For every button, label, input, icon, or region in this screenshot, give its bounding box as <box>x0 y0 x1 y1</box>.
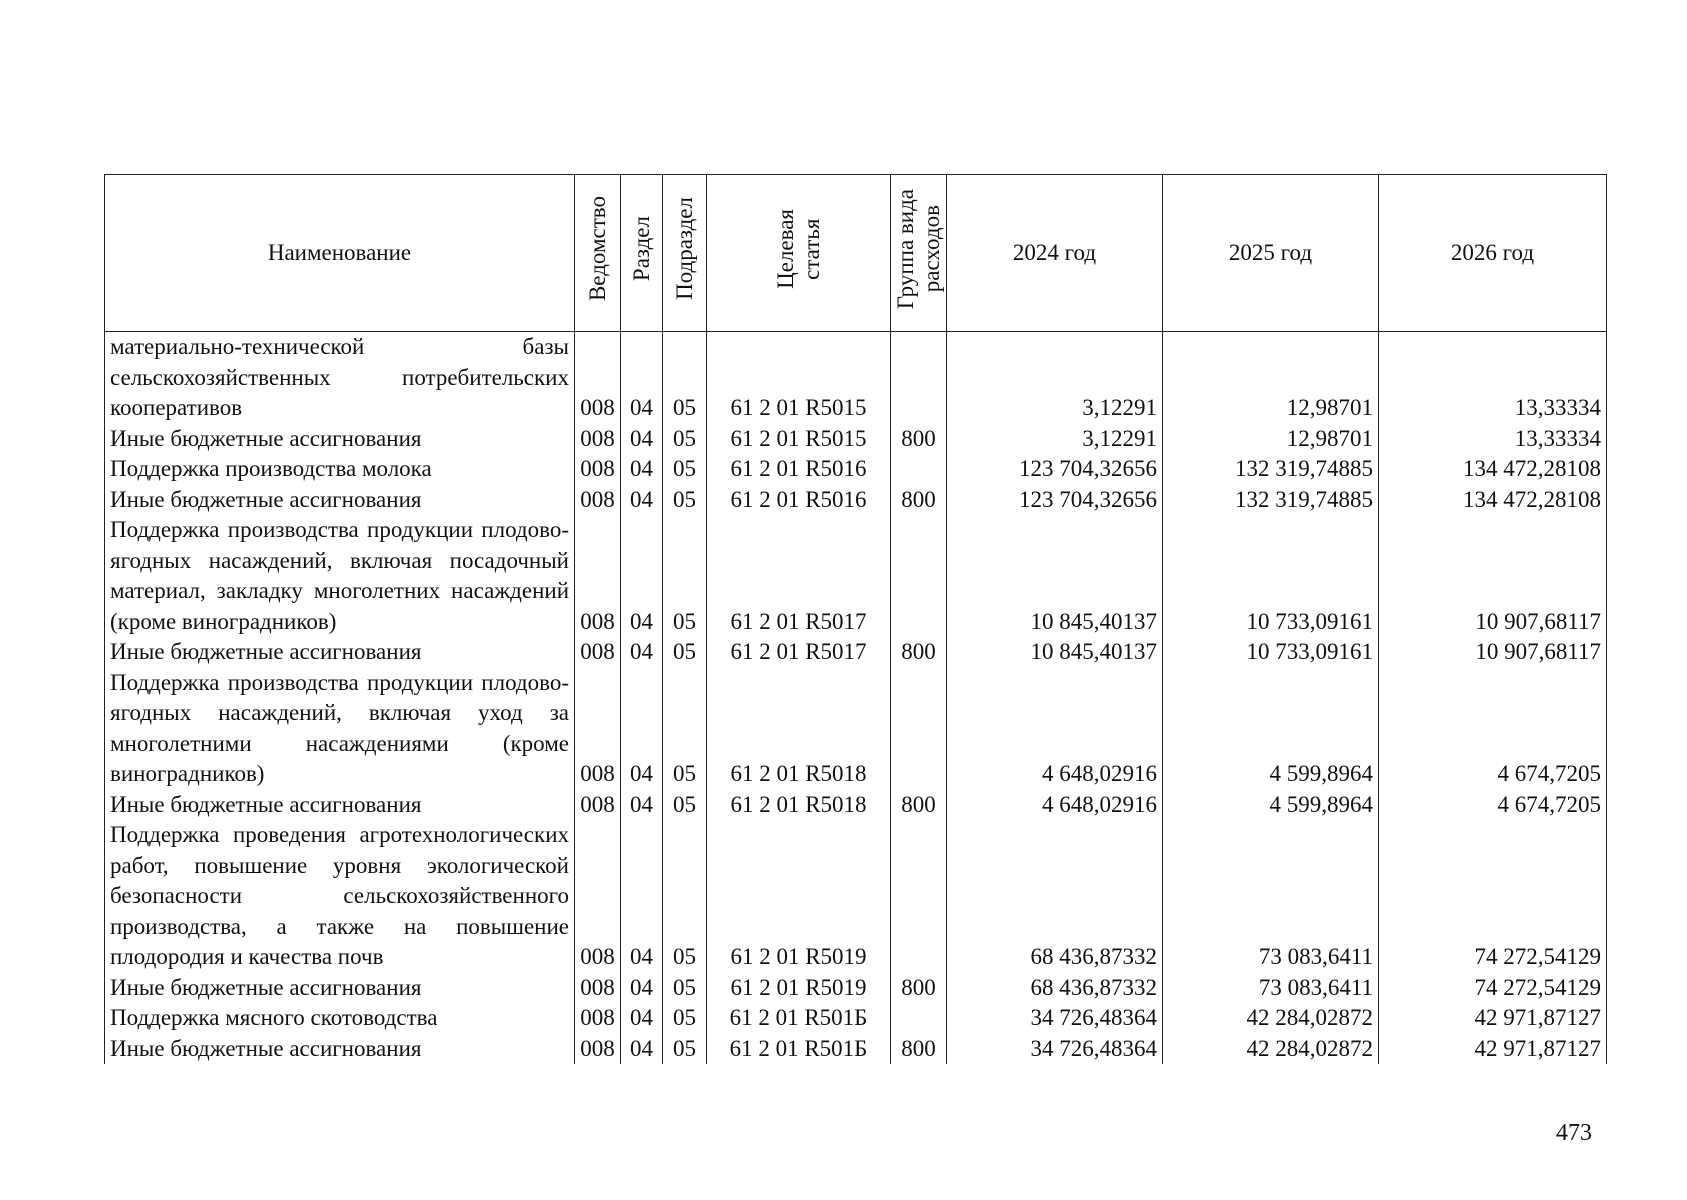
table-row <box>105 668 1607 790</box>
row-name: Поддержка производства молока <box>105 454 575 485</box>
header-expense-group: Группа вида расходов <box>891 175 947 332</box>
table-row <box>105 332 1607 424</box>
row-subsection: 05 <box>663 485 707 516</box>
row-2025: 73 083,6411 <box>1163 973 1379 1004</box>
row-name: Поддержка производства продукции плодово-ягодных насаждений, включая уход за многолетними насаждениями (кроме виноградников) <box>105 668 575 790</box>
header-section: Раздел <box>621 175 663 332</box>
page-number: 473 <box>1556 1120 1592 1146</box>
row-name: Поддержка мясного скотоводства <box>105 1003 575 1034</box>
row-ministry: 008 <box>575 424 621 455</box>
table-row <box>105 820 1607 973</box>
row-target: 61 2 01 R5018 <box>707 668 891 790</box>
table-row <box>105 515 1607 637</box>
row-subsection: 05 <box>663 1034 707 1065</box>
row-group: 800 <box>891 485 947 516</box>
row-section: 04 <box>621 1034 663 1065</box>
row-2026: 134 472,28108 <box>1379 454 1607 485</box>
row-2024: 4 648,02916 <box>947 668 1163 790</box>
row-group: 800 <box>891 973 947 1004</box>
row-group <box>891 668 947 790</box>
row-2025: 4 599,8964 <box>1163 668 1379 790</box>
row-target: 61 2 01 R5019 <box>707 820 891 973</box>
row-subsection: 05 <box>663 454 707 485</box>
row-2025: 132 319,74885 <box>1163 485 1379 516</box>
table-row <box>105 454 1607 485</box>
row-target: 61 2 01 R501Б <box>707 1034 891 1065</box>
row-subsection: 05 <box>663 515 707 637</box>
row-ministry: 008 <box>575 1034 621 1065</box>
row-2024: 4 648,02916 <box>947 790 1163 821</box>
row-group <box>891 332 947 424</box>
row-2024: 10 845,40137 <box>947 515 1163 637</box>
budget-table <box>104 174 1607 1064</box>
row-group <box>891 454 947 485</box>
table-row <box>105 1003 1607 1034</box>
row-2026: 10 907,68117 <box>1379 637 1607 668</box>
row-name: Поддержка проведения агротехнологических работ, повышение уровня экологической безопасности сельскохозяйственного производства, а также на повышение плодородия и качества почв <box>105 820 575 973</box>
row-target: 61 2 01 R5016 <box>707 454 891 485</box>
header-target-item: Целевая статья <box>707 175 891 332</box>
row-2024: 123 704,32656 <box>947 485 1163 516</box>
row-subsection: 05 <box>663 424 707 455</box>
row-section: 04 <box>621 485 663 516</box>
row-group <box>891 820 947 973</box>
row-ministry: 008 <box>575 515 621 637</box>
row-target: 61 2 01 R5016 <box>707 485 891 516</box>
row-target: 61 2 01 R5017 <box>707 637 891 668</box>
row-2025: 12,98701 <box>1163 424 1379 455</box>
row-name: Иные бюджетные ассигнования <box>105 790 575 821</box>
row-ministry: 008 <box>575 973 621 1004</box>
row-name: Иные бюджетные ассигнования <box>105 424 575 455</box>
row-2024: 68 436,87332 <box>947 820 1163 973</box>
row-section: 04 <box>621 820 663 973</box>
header-year-2024: 2024 год <box>947 175 1163 332</box>
row-section: 04 <box>621 332 663 424</box>
row-target: 61 2 01 R5019 <box>707 973 891 1004</box>
row-subsection: 05 <box>663 1003 707 1034</box>
row-section: 04 <box>621 637 663 668</box>
header-name: Наименование <box>105 175 575 332</box>
row-ministry: 008 <box>575 1003 621 1034</box>
row-2026: 42 971,87127 <box>1379 1034 1607 1065</box>
row-2024: 34 726,48364 <box>947 1003 1163 1034</box>
row-name: Иные бюджетные ассигнования <box>105 973 575 1004</box>
row-name: Иные бюджетные ассигнования <box>105 485 575 516</box>
row-2024: 34 726,48364 <box>947 1034 1163 1065</box>
table-row <box>105 424 1607 455</box>
row-group: 800 <box>891 637 947 668</box>
row-target: 61 2 01 R5015 <box>707 424 891 455</box>
row-subsection: 05 <box>663 820 707 973</box>
row-target: 61 2 01 R5017 <box>707 515 891 637</box>
row-target: 61 2 01 R501Б <box>707 1003 891 1034</box>
row-2026: 42 971,87127 <box>1379 1003 1607 1034</box>
header-ministry: Ведомство <box>575 175 621 332</box>
row-ministry: 008 <box>575 485 621 516</box>
row-section: 04 <box>621 790 663 821</box>
row-ministry: 008 <box>575 332 621 424</box>
row-2025: 42 284,02872 <box>1163 1003 1379 1034</box>
row-ministry: 008 <box>575 790 621 821</box>
row-name: Иные бюджетные ассигнования <box>105 637 575 668</box>
row-ministry: 008 <box>575 668 621 790</box>
row-2024: 68 436,87332 <box>947 973 1163 1004</box>
row-subsection: 05 <box>663 790 707 821</box>
row-group: 800 <box>891 424 947 455</box>
row-2024: 10 845,40137 <box>947 637 1163 668</box>
table-row <box>105 637 1607 668</box>
row-section: 04 <box>621 515 663 637</box>
row-group <box>891 515 947 637</box>
table-row <box>105 973 1607 1004</box>
row-2026: 134 472,28108 <box>1379 485 1607 516</box>
row-2025: 12,98701 <box>1163 332 1379 424</box>
row-ministry: 008 <box>575 820 621 973</box>
header-subsection: Подраздел <box>663 175 707 332</box>
row-2026: 4 674,7205 <box>1379 790 1607 821</box>
row-section: 04 <box>621 454 663 485</box>
header-year-2025: 2025 год <box>1163 175 1379 332</box>
row-target: 61 2 01 R5015 <box>707 332 891 424</box>
row-group <box>891 1003 947 1034</box>
row-ministry: 008 <box>575 637 621 668</box>
row-name: Поддержка производства продукции плодово-ягодных насаждений, включая посадочный материал, закладку многолетних насаждений (кроме виноградников) <box>105 515 575 637</box>
row-section: 04 <box>621 1003 663 1034</box>
row-2024: 3,12291 <box>947 424 1163 455</box>
table-header-row <box>105 175 1607 332</box>
row-2024: 3,12291 <box>947 332 1163 424</box>
row-section: 04 <box>621 668 663 790</box>
row-subsection: 05 <box>663 973 707 1004</box>
row-section: 04 <box>621 424 663 455</box>
row-2026: 13,33334 <box>1379 424 1607 455</box>
table-row <box>105 1034 1607 1065</box>
row-2025: 10 733,09161 <box>1163 637 1379 668</box>
row-2026: 10 907,68117 <box>1379 515 1607 637</box>
row-subsection: 05 <box>663 668 707 790</box>
row-2026: 74 272,54129 <box>1379 973 1607 1004</box>
row-2025: 73 083,6411 <box>1163 820 1379 973</box>
row-2025: 10 733,09161 <box>1163 515 1379 637</box>
row-group: 800 <box>891 1034 947 1065</box>
row-subsection: 05 <box>663 332 707 424</box>
row-name: Иные бюджетные ассигнования <box>105 1034 575 1065</box>
row-2025: 132 319,74885 <box>1163 454 1379 485</box>
row-2025: 4 599,8964 <box>1163 790 1379 821</box>
row-2025: 42 284,02872 <box>1163 1034 1379 1065</box>
row-2026: 74 272,54129 <box>1379 820 1607 973</box>
row-subsection: 05 <box>663 637 707 668</box>
table-row <box>105 485 1607 516</box>
row-section: 04 <box>621 973 663 1004</box>
row-ministry: 008 <box>575 454 621 485</box>
row-2026: 13,33334 <box>1379 332 1607 424</box>
header-year-2026: 2026 год <box>1379 175 1607 332</box>
row-name: материально-технической базы сельскохозяйственных потребительских кооперативов <box>105 332 575 424</box>
row-group: 800 <box>891 790 947 821</box>
row-2026: 4 674,7205 <box>1379 668 1607 790</box>
table-row <box>105 790 1607 821</box>
row-target: 61 2 01 R5018 <box>707 790 891 821</box>
row-2024: 123 704,32656 <box>947 454 1163 485</box>
